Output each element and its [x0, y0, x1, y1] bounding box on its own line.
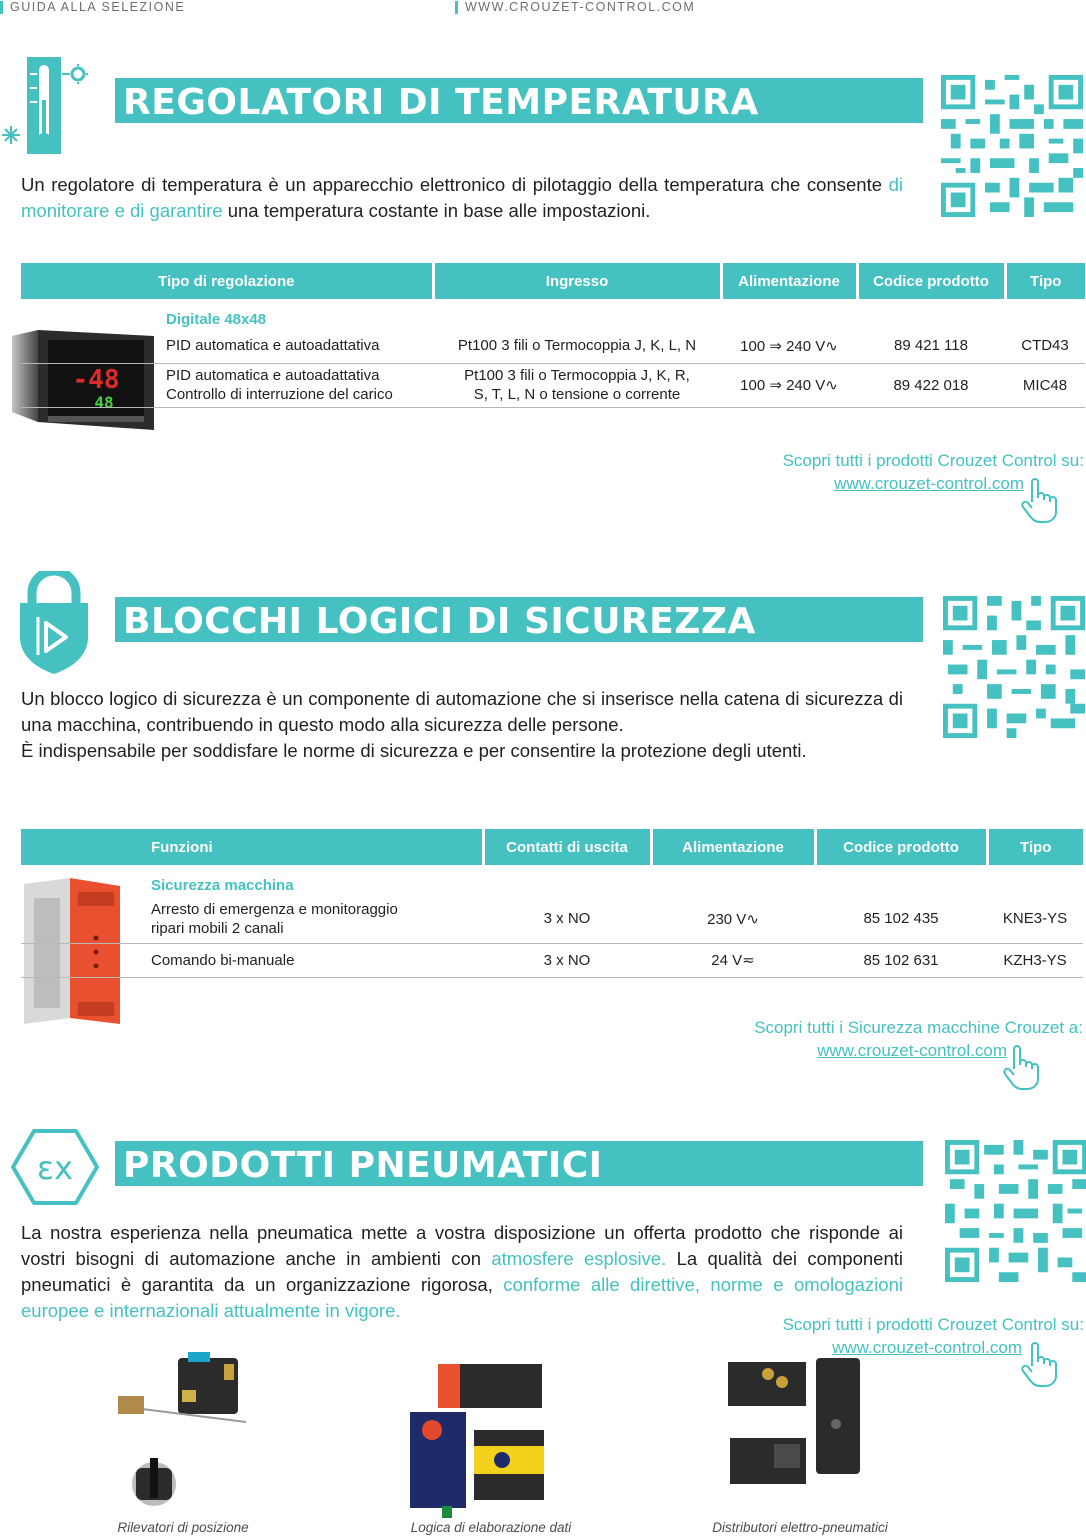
intro-highlight-2: conforme alle direttive, norme e omologazioni europee e internazionali attualmente in vigore.: [21, 1274, 903, 1321]
cell-alimentazione: [651, 943, 815, 977]
intro-text-2: La qualità dei componenti pneumatici è garantita da un organizzazione rigorosa,: [21, 1248, 903, 1295]
intro-text: Un blocco logico di sicurezza è un componente di automazione che si inserisce nella catena di sicurezza di una macchina, contribuendo in questo modo alla sicurezza delle persone.: [21, 688, 903, 735]
cell-funzione: [21, 895, 483, 943]
cell-text: ripari mobili 2 canali: [151, 919, 284, 937]
col-header: Alimentazione: [651, 829, 815, 865]
intro-text-2: una temperatura costante in base alle impostazioni.: [222, 200, 651, 221]
col-header: Alimentazione: [721, 263, 857, 299]
position-sensor-image: [106, 1350, 256, 1516]
photo-caption: Rilevatori di posizione: [117, 1520, 249, 1535]
cell-text: Controllo di interruzione del carico: [166, 386, 393, 403]
col-header: Contatti di uscita: [483, 829, 651, 865]
svg-text:48: 48: [94, 393, 114, 412]
electro-pneumatic-distributor-image: [722, 1352, 878, 1512]
cell-tipo: KNE3-YS: [987, 895, 1083, 943]
cell-alimentazione: [651, 895, 815, 943]
cell-codice: 89 422 018: [857, 363, 1005, 407]
ex-atex-icon: [10, 1128, 100, 1206]
thermometer-icon: [0, 55, 92, 157]
cell-ingresso: [433, 363, 721, 407]
col-header: Ingresso: [433, 263, 721, 299]
cell-codice: 85 102 631: [815, 943, 987, 977]
cell-alimentazione: [721, 329, 857, 363]
website-link[interactable]: www.crouzet-control.com: [834, 474, 1024, 493]
section-title: REGOLATORI DI TEMPERATURA: [123, 82, 759, 123]
table-group-label: Digitale 48x48: [166, 310, 267, 328]
cell-contatti: 3 x NO: [483, 943, 651, 977]
cell-text: 24 V: [711, 952, 743, 969]
cell-alimentazione: [721, 363, 857, 407]
cell-tipo: MIC48: [1005, 363, 1085, 407]
section-title: BLOCCHI LOGICI DI SICUREZZA: [123, 601, 756, 642]
intro-text-2: È indispensabile per soddisfare le norme di sicurezza e per consentire la protezione degli utenti.: [21, 740, 807, 761]
ac-symbol-icon: ∿: [825, 377, 838, 394]
pointer-hand-icon: [1002, 1045, 1040, 1091]
page-header: [0, 0, 1086, 16]
cell-text: 100 ⇒ 240 V: [740, 377, 826, 394]
cell-ingresso: Pt100 3 fili o Termocoppia J, K, L, N: [433, 329, 721, 363]
table-row: [21, 895, 1083, 943]
temperature-table: [21, 263, 1085, 408]
col-header: Funzioni: [21, 829, 483, 865]
cell-tipo: CTD43: [1005, 329, 1085, 363]
table-row: [21, 943, 1083, 977]
col-header: Tipo di regolazione: [21, 263, 433, 299]
cell-contatti: 3 x NO: [483, 895, 651, 943]
section-title-band: [115, 1141, 923, 1191]
svg-text:-48: -48: [72, 365, 120, 395]
photo-caption: Logica di elaborazione dati: [410, 1520, 572, 1535]
table-header-row: [21, 829, 1083, 865]
safety-table: [21, 829, 1083, 978]
section-title-band: [115, 78, 923, 128]
section-title: PRODOTTI PNEUMATICI: [123, 1145, 603, 1186]
intro-paragraph: [21, 686, 903, 738]
table-header-row: [21, 263, 1085, 299]
header-left-label: GUIDA ALLA SELEZIONE: [10, 0, 186, 14]
shield-lock-icon: [18, 571, 90, 675]
qr-code[interactable]: [941, 75, 1083, 217]
intro-text-1: Un regolatore di temperatura è un apparecchio elettronico di pilotaggio della temperatura che consente: [21, 174, 889, 195]
cell-funzione: Comando bi-manuale: [21, 943, 483, 977]
qr-code[interactable]: [945, 1140, 1086, 1282]
cell-text: Arresto di emergenza e monitoraggio: [151, 900, 398, 918]
col-header: Codice prodotto: [815, 829, 987, 865]
table-row: [21, 329, 1085, 363]
header-right[interactable]: [455, 0, 695, 14]
pointer-hand-icon: [1020, 1342, 1058, 1388]
cell-regolazione: [21, 329, 433, 363]
qr-code[interactable]: [943, 596, 1085, 738]
intro-paragraph: [21, 172, 903, 224]
discover-text: Scopri tutti i Sicurezza macchine Crouzet a:: [754, 1018, 1083, 1037]
intro-paragraph: [21, 1220, 903, 1324]
cell-text: 100 ⇒ 240 V: [740, 337, 826, 355]
discover-text: Scopri tutti i prodotti Crouzet Control su:: [782, 1315, 1084, 1334]
col-header: Tipo: [1005, 263, 1085, 299]
pointer-hand-icon: [1020, 478, 1058, 524]
data-processing-logic-image: [402, 1360, 550, 1520]
table-row: [21, 363, 1085, 407]
cell-text: 230 V: [707, 910, 747, 928]
header-left: [0, 0, 185, 14]
col-header: Tipo: [987, 829, 1083, 865]
website-link[interactable]: www.crouzet-control.com: [817, 1041, 1007, 1060]
cell-codice: 89 421 118: [857, 329, 1005, 363]
svg-text:εx: εx: [36, 1149, 74, 1187]
cell-text: Pt100 3 fili o Termocoppia J, K, R,: [464, 367, 690, 384]
cell-text: PID automatica e autoadattativa: [166, 337, 380, 355]
section-title-band: [115, 597, 923, 647]
cell-regolazione: [21, 363, 433, 407]
ac-symbol-icon: ∿: [825, 337, 838, 355]
photo-caption: Distributori elettro-pneumatici: [712, 1520, 888, 1535]
cell-text: S, T, L, N o tensione o corrente: [473, 386, 681, 403]
cell-tipo: KZH3-YS: [987, 943, 1083, 977]
intro-text-1: La nostra esperienza nella pneumatica mette a vostra disposizione un offerta prodotto che risponde ai vostri bisogni di automazione anche in ambienti con: [21, 1222, 903, 1269]
cell-codice: 85 102 435: [815, 895, 987, 943]
intro-paragraph-2: [21, 738, 903, 764]
table-group-label: Sicurezza macchina: [151, 876, 294, 894]
ac-dc-symbol-icon: ≂: [742, 952, 755, 969]
intro-highlight: di monitorare e di garantire: [21, 174, 903, 221]
intro-highlight-1: atmosfere esplosive.: [491, 1248, 667, 1269]
cell-text: PID automatica e autoadattativa: [166, 367, 380, 384]
col-header: Codice prodotto: [857, 263, 1005, 299]
discover-text: Scopri tutti i prodotti Crouzet Control su:: [782, 451, 1084, 470]
website-link[interactable]: www.crouzet-control.com: [832, 1338, 1022, 1357]
header-right-label[interactable]: WWW.CROUZET-CONTROL.COM: [465, 0, 696, 14]
ac-symbol-icon: ∿: [746, 910, 759, 928]
